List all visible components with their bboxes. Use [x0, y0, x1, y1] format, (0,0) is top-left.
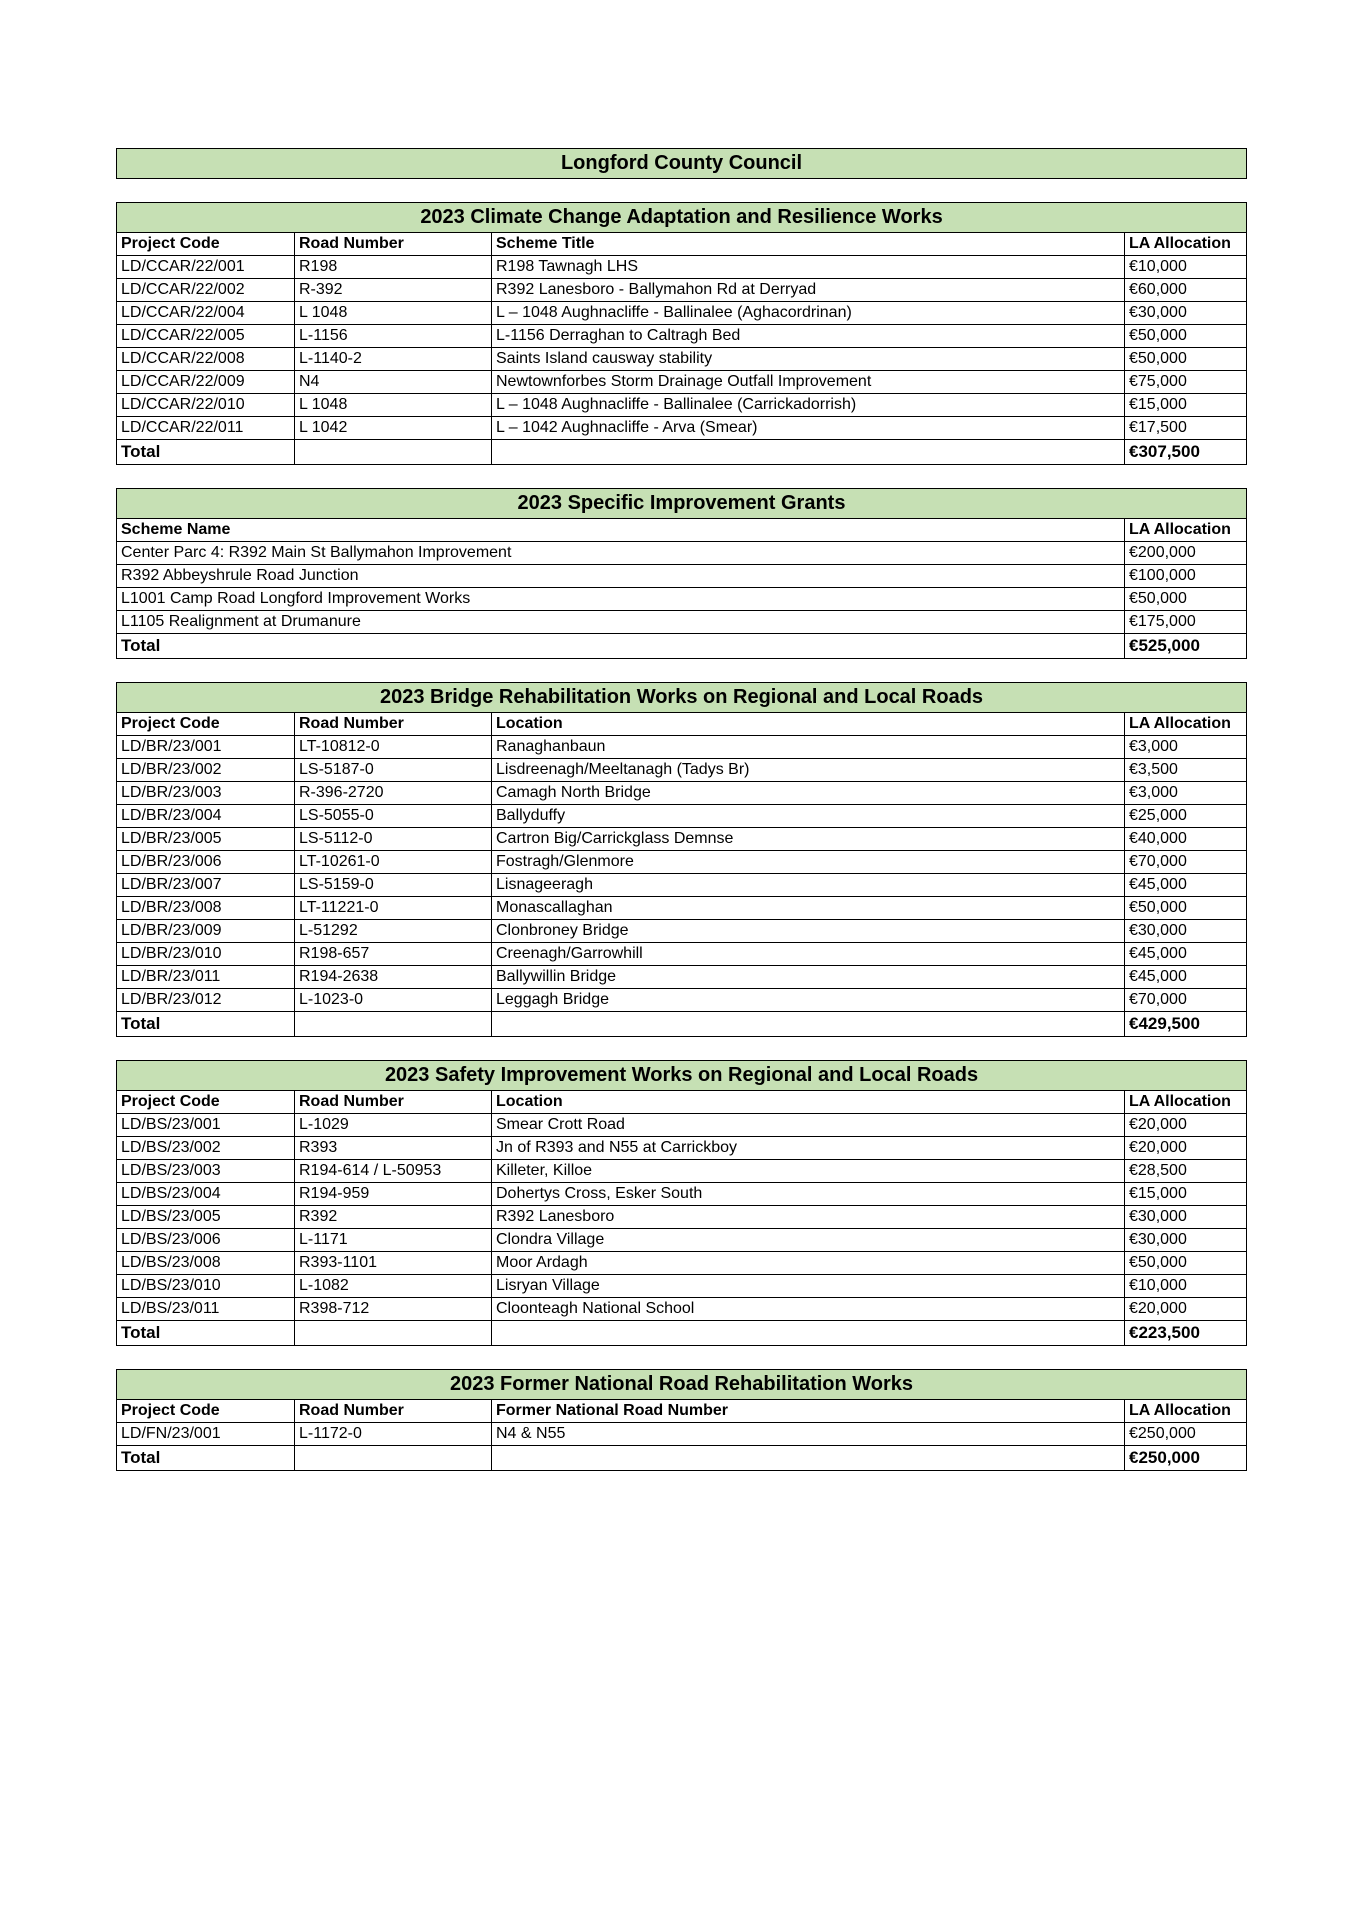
- column-header: Road Number: [295, 233, 492, 256]
- spacer-cell: [117, 659, 1247, 683]
- allocation-cell: €50,000: [1125, 897, 1247, 920]
- empty-cell: [295, 1321, 492, 1346]
- column-header: Project Code: [117, 1400, 295, 1423]
- empty-cell: [492, 1321, 1125, 1346]
- allocation-cell: €45,000: [1125, 943, 1247, 966]
- table-row: [117, 371, 1247, 394]
- project-code-cell: LD/BR/23/006: [117, 851, 295, 874]
- road-number-cell: L-1023-0: [295, 989, 492, 1012]
- table-row: [117, 325, 1247, 348]
- location-cell: N4 & N55: [492, 1423, 1125, 1446]
- table-row: [117, 1423, 1247, 1446]
- location-cell: Clondra Village: [492, 1229, 1125, 1252]
- column-header-row: [117, 1400, 1247, 1423]
- allocation-cell: €3,500: [1125, 759, 1247, 782]
- section-spacer: [117, 1037, 1247, 1061]
- project-code-cell: LD/CCAR/22/002: [117, 279, 295, 302]
- total-row: [117, 440, 1247, 465]
- location-cell: Dohertys Cross, Esker South: [492, 1183, 1125, 1206]
- table-row: [117, 1137, 1247, 1160]
- location-cell: Fostragh/Glenmore: [492, 851, 1125, 874]
- table-row: [117, 920, 1247, 943]
- allocation-cell: €10,000: [1125, 256, 1247, 279]
- allocation-cell: €60,000: [1125, 279, 1247, 302]
- project-code-cell: LD/FN/23/001: [117, 1423, 295, 1446]
- location-cell: Cloonteagh National School: [492, 1298, 1125, 1321]
- table-row: [117, 1229, 1247, 1252]
- allocation-cell: €30,000: [1125, 1229, 1247, 1252]
- column-header: LA Allocation: [1125, 233, 1247, 256]
- column-header: Project Code: [117, 233, 295, 256]
- table-row: [117, 1252, 1247, 1275]
- section-title-row: [117, 489, 1247, 519]
- council-title-row: [117, 149, 1247, 179]
- allocation-cell: €15,000: [1125, 394, 1247, 417]
- allocation-cell: €200,000: [1125, 542, 1247, 565]
- total-label: Total: [117, 1446, 295, 1471]
- allocation-cell: €50,000: [1125, 588, 1247, 611]
- road-number-cell: N4: [295, 371, 492, 394]
- allocation-cell: €30,000: [1125, 920, 1247, 943]
- location-cell: Lisryan Village: [492, 1275, 1125, 1298]
- scheme-name-cell: R392 Abbeyshrule Road Junction: [117, 565, 1125, 588]
- project-code-cell: LD/BS/23/011: [117, 1298, 295, 1321]
- table-row: [117, 874, 1247, 897]
- allocation-cell: €15,000: [1125, 1183, 1247, 1206]
- total-row: [117, 1012, 1247, 1037]
- road-number-cell: L-51292: [295, 920, 492, 943]
- allocation-cell: €70,000: [1125, 989, 1247, 1012]
- location-cell: R392 Lanesboro - Ballymahon Rd at Derryad: [492, 279, 1125, 302]
- allocation-cell: €50,000: [1125, 348, 1247, 371]
- table-row: [117, 943, 1247, 966]
- project-code-cell: LD/BS/23/008: [117, 1252, 295, 1275]
- road-number-cell: L-1171: [295, 1229, 492, 1252]
- allocation-cell: €30,000: [1125, 302, 1247, 325]
- road-number-cell: R-396-2720: [295, 782, 492, 805]
- road-number-cell: R194-959: [295, 1183, 492, 1206]
- location-cell: R198 Tawnagh LHS: [492, 256, 1125, 279]
- table-row: [117, 348, 1247, 371]
- column-header: Road Number: [295, 1091, 492, 1114]
- project-code-cell: LD/BR/23/007: [117, 874, 295, 897]
- column-header-row: [117, 233, 1247, 256]
- table-row: [117, 256, 1247, 279]
- allocation-cell: €17,500: [1125, 417, 1247, 440]
- column-header: LA Allocation: [1125, 1091, 1247, 1114]
- total-value: €429,500: [1125, 1012, 1247, 1037]
- total-label: Total: [117, 634, 1125, 659]
- table-row: [117, 759, 1247, 782]
- road-number-cell: R194-2638: [295, 966, 492, 989]
- road-number-cell: R398-712: [295, 1298, 492, 1321]
- road-number-cell: L-1140-2: [295, 348, 492, 371]
- project-code-cell: LD/CCAR/22/011: [117, 417, 295, 440]
- table-row: [117, 989, 1247, 1012]
- table-row: [117, 1275, 1247, 1298]
- allocation-cell: €50,000: [1125, 325, 1247, 348]
- project-code-cell: LD/BR/23/005: [117, 828, 295, 851]
- road-number-cell: LS-5055-0: [295, 805, 492, 828]
- column-header: LA Allocation: [1125, 1400, 1247, 1423]
- road-number-cell: R393-1101: [295, 1252, 492, 1275]
- location-cell: Monascallaghan: [492, 897, 1125, 920]
- project-code-cell: LD/BR/23/008: [117, 897, 295, 920]
- road-number-cell: R-392: [295, 279, 492, 302]
- road-number-cell: L-1172-0: [295, 1423, 492, 1446]
- road-number-cell: R393: [295, 1137, 492, 1160]
- total-label: Total: [117, 1012, 295, 1037]
- project-code-cell: LD/BR/23/011: [117, 966, 295, 989]
- allocation-cell: €100,000: [1125, 565, 1247, 588]
- section-title-row: [117, 1370, 1247, 1400]
- total-row: [117, 1446, 1247, 1471]
- table-row: [117, 611, 1247, 634]
- location-cell: Jn of R393 and N55 at Carrickboy: [492, 1137, 1125, 1160]
- spacer-cell: [117, 1346, 1247, 1370]
- allocation-cell: €10,000: [1125, 1275, 1247, 1298]
- road-number-cell: R198-657: [295, 943, 492, 966]
- allocation-cell: €50,000: [1125, 1252, 1247, 1275]
- total-value: €307,500: [1125, 440, 1247, 465]
- allocation-cell: €175,000: [1125, 611, 1247, 634]
- allocation-cell: €75,000: [1125, 371, 1247, 394]
- project-code-cell: LD/CCAR/22/001: [117, 256, 295, 279]
- road-number-cell: L-1156: [295, 325, 492, 348]
- location-cell: L – 1042 Aughnacliffe - Arva (Smear): [492, 417, 1125, 440]
- column-header: Scheme Title: [492, 233, 1125, 256]
- column-header: Road Number: [295, 1400, 492, 1423]
- road-number-cell: LT-10812-0: [295, 736, 492, 759]
- project-code-cell: LD/CCAR/22/009: [117, 371, 295, 394]
- allocations-table-body: [117, 149, 1247, 1471]
- allocation-cell: €20,000: [1125, 1114, 1247, 1137]
- allocation-cell: €28,500: [1125, 1160, 1247, 1183]
- table-row: [117, 417, 1247, 440]
- scheme-name-cell: L1105 Realignment at Drumanure: [117, 611, 1125, 634]
- location-cell: L – 1048 Aughnacliffe - Ballinalee (Aghacordrinan): [492, 302, 1125, 325]
- road-number-cell: R194-614 / L-50953: [295, 1160, 492, 1183]
- location-cell: Creenagh/Garrowhill: [492, 943, 1125, 966]
- project-code-cell: LD/BR/23/002: [117, 759, 295, 782]
- section-spacer: [117, 1346, 1247, 1370]
- project-code-cell: LD/BS/23/003: [117, 1160, 295, 1183]
- table-row: [117, 565, 1247, 588]
- allocation-cell: €40,000: [1125, 828, 1247, 851]
- column-header: Location: [492, 1091, 1125, 1114]
- location-cell: Cartron Big/Carrickglass Demnse: [492, 828, 1125, 851]
- empty-cell: [295, 1012, 492, 1037]
- column-header-row: [117, 1091, 1247, 1114]
- location-cell: Ballyduffy: [492, 805, 1125, 828]
- table-row: [117, 782, 1247, 805]
- total-value: €525,000: [1125, 634, 1247, 659]
- table-row: [117, 1183, 1247, 1206]
- allocation-cell: €25,000: [1125, 805, 1247, 828]
- column-header: Former National Road Number: [492, 1400, 1125, 1423]
- empty-cell: [295, 1446, 492, 1471]
- project-code-cell: LD/CCAR/22/005: [117, 325, 295, 348]
- allocation-cell: €3,000: [1125, 736, 1247, 759]
- project-code-cell: LD/BR/23/009: [117, 920, 295, 943]
- spacer-cell: [117, 465, 1247, 489]
- column-header-row: [117, 519, 1247, 542]
- location-cell: Leggagh Bridge: [492, 989, 1125, 1012]
- spreadsheet-sheet: [116, 148, 1246, 1471]
- table-row: [117, 1298, 1247, 1321]
- section-title: 2023 Climate Change Adaptation and Resilience Works: [117, 203, 1247, 233]
- table-row: [117, 805, 1247, 828]
- project-code-cell: LD/BR/23/001: [117, 736, 295, 759]
- empty-cell: [492, 440, 1125, 465]
- section-spacer: [117, 659, 1247, 683]
- column-header: LA Allocation: [1125, 713, 1247, 736]
- location-cell: Smear Crott Road: [492, 1114, 1125, 1137]
- allocation-cell: €45,000: [1125, 874, 1247, 897]
- empty-cell: [492, 1446, 1125, 1471]
- road-number-cell: LS-5159-0: [295, 874, 492, 897]
- road-number-cell: LT-10261-0: [295, 851, 492, 874]
- table-row: [117, 966, 1247, 989]
- project-code-cell: LD/BR/23/004: [117, 805, 295, 828]
- column-header: LA Allocation: [1125, 519, 1247, 542]
- column-header: Project Code: [117, 713, 295, 736]
- location-cell: Saints Island causway stability: [492, 348, 1125, 371]
- road-number-cell: R198: [295, 256, 492, 279]
- project-code-cell: LD/BR/23/012: [117, 989, 295, 1012]
- council-title: Longford County Council: [117, 149, 1247, 179]
- location-cell: Lisnageeragh: [492, 874, 1125, 897]
- project-code-cell: LD/BS/23/001: [117, 1114, 295, 1137]
- project-code-cell: LD/BR/23/003: [117, 782, 295, 805]
- location-cell: Newtownforbes Storm Drainage Outfall Improvement: [492, 371, 1125, 394]
- column-header-row: [117, 713, 1247, 736]
- table-row: [117, 302, 1247, 325]
- road-number-cell: LT-11221-0: [295, 897, 492, 920]
- road-number-cell: LS-5112-0: [295, 828, 492, 851]
- empty-cell: [492, 1012, 1125, 1037]
- location-cell: Killeter, Killoe: [492, 1160, 1125, 1183]
- table-row: [117, 828, 1247, 851]
- total-row: [117, 634, 1247, 659]
- table-row: [117, 1160, 1247, 1183]
- section-title: 2023 Specific Improvement Grants: [117, 489, 1247, 519]
- table-row: [117, 279, 1247, 302]
- table-row: [117, 1114, 1247, 1137]
- table-row: [117, 1206, 1247, 1229]
- column-header: Project Code: [117, 1091, 295, 1114]
- project-code-cell: LD/BS/23/002: [117, 1137, 295, 1160]
- section-spacer: [117, 179, 1247, 203]
- location-cell: Clonbroney Bridge: [492, 920, 1125, 943]
- allocation-cell: €70,000: [1125, 851, 1247, 874]
- project-code-cell: LD/BS/23/006: [117, 1229, 295, 1252]
- table-row: [117, 851, 1247, 874]
- table-row: [117, 736, 1247, 759]
- total-value: €250,000: [1125, 1446, 1247, 1471]
- section-title: 2023 Safety Improvement Works on Regional and Local Roads: [117, 1061, 1247, 1091]
- location-cell: Lisdreenagh/Meeltanagh (Tadys Br): [492, 759, 1125, 782]
- scheme-name-cell: Center Parc 4: R392 Main St Ballymahon Improvement: [117, 542, 1125, 565]
- section-title-row: [117, 1061, 1247, 1091]
- project-code-cell: LD/BS/23/005: [117, 1206, 295, 1229]
- location-cell: Ranaghanbaun: [492, 736, 1125, 759]
- spacer-cell: [117, 179, 1247, 203]
- section-title-row: [117, 203, 1247, 233]
- allocation-cell: €45,000: [1125, 966, 1247, 989]
- spacer-cell: [117, 1037, 1247, 1061]
- allocation-cell: €250,000: [1125, 1423, 1247, 1446]
- table-row: [117, 588, 1247, 611]
- road-number-cell: L 1042: [295, 417, 492, 440]
- allocations-table: [116, 148, 1247, 1471]
- section-spacer: [117, 465, 1247, 489]
- total-value: €223,500: [1125, 1321, 1247, 1346]
- location-cell: R392 Lanesboro: [492, 1206, 1125, 1229]
- allocation-cell: €30,000: [1125, 1206, 1247, 1229]
- column-header: Scheme Name: [117, 519, 1125, 542]
- section-title: 2023 Former National Road Rehabilitation Works: [117, 1370, 1247, 1400]
- location-cell: Ballywillin Bridge: [492, 966, 1125, 989]
- column-header: Road Number: [295, 713, 492, 736]
- table-row: [117, 542, 1247, 565]
- road-number-cell: R392: [295, 1206, 492, 1229]
- road-number-cell: L 1048: [295, 302, 492, 325]
- section-title-row: [117, 683, 1247, 713]
- project-code-cell: LD/BS/23/004: [117, 1183, 295, 1206]
- table-row: [117, 897, 1247, 920]
- location-cell: Moor Ardagh: [492, 1252, 1125, 1275]
- scheme-name-cell: L1001 Camp Road Longford Improvement Works: [117, 588, 1125, 611]
- total-label: Total: [117, 440, 295, 465]
- project-code-cell: LD/BS/23/010: [117, 1275, 295, 1298]
- total-row: [117, 1321, 1247, 1346]
- road-number-cell: LS-5187-0: [295, 759, 492, 782]
- location-cell: L – 1048 Aughnacliffe - Ballinalee (Carrickadorrish): [492, 394, 1125, 417]
- project-code-cell: LD/CCAR/22/004: [117, 302, 295, 325]
- allocation-cell: €20,000: [1125, 1137, 1247, 1160]
- column-header: Location: [492, 713, 1125, 736]
- empty-cell: [295, 440, 492, 465]
- table-row: [117, 394, 1247, 417]
- project-code-cell: LD/BR/23/010: [117, 943, 295, 966]
- allocation-cell: €20,000: [1125, 1298, 1247, 1321]
- road-number-cell: L 1048: [295, 394, 492, 417]
- road-number-cell: L-1029: [295, 1114, 492, 1137]
- location-cell: L-1156 Derraghan to Caltragh Bed: [492, 325, 1125, 348]
- project-code-cell: LD/CCAR/22/008: [117, 348, 295, 371]
- section-title: 2023 Bridge Rehabilitation Works on Regional and Local Roads: [117, 683, 1247, 713]
- allocation-cell: €3,000: [1125, 782, 1247, 805]
- total-label: Total: [117, 1321, 295, 1346]
- road-number-cell: L-1082: [295, 1275, 492, 1298]
- location-cell: Camagh North Bridge: [492, 782, 1125, 805]
- project-code-cell: LD/CCAR/22/010: [117, 394, 295, 417]
